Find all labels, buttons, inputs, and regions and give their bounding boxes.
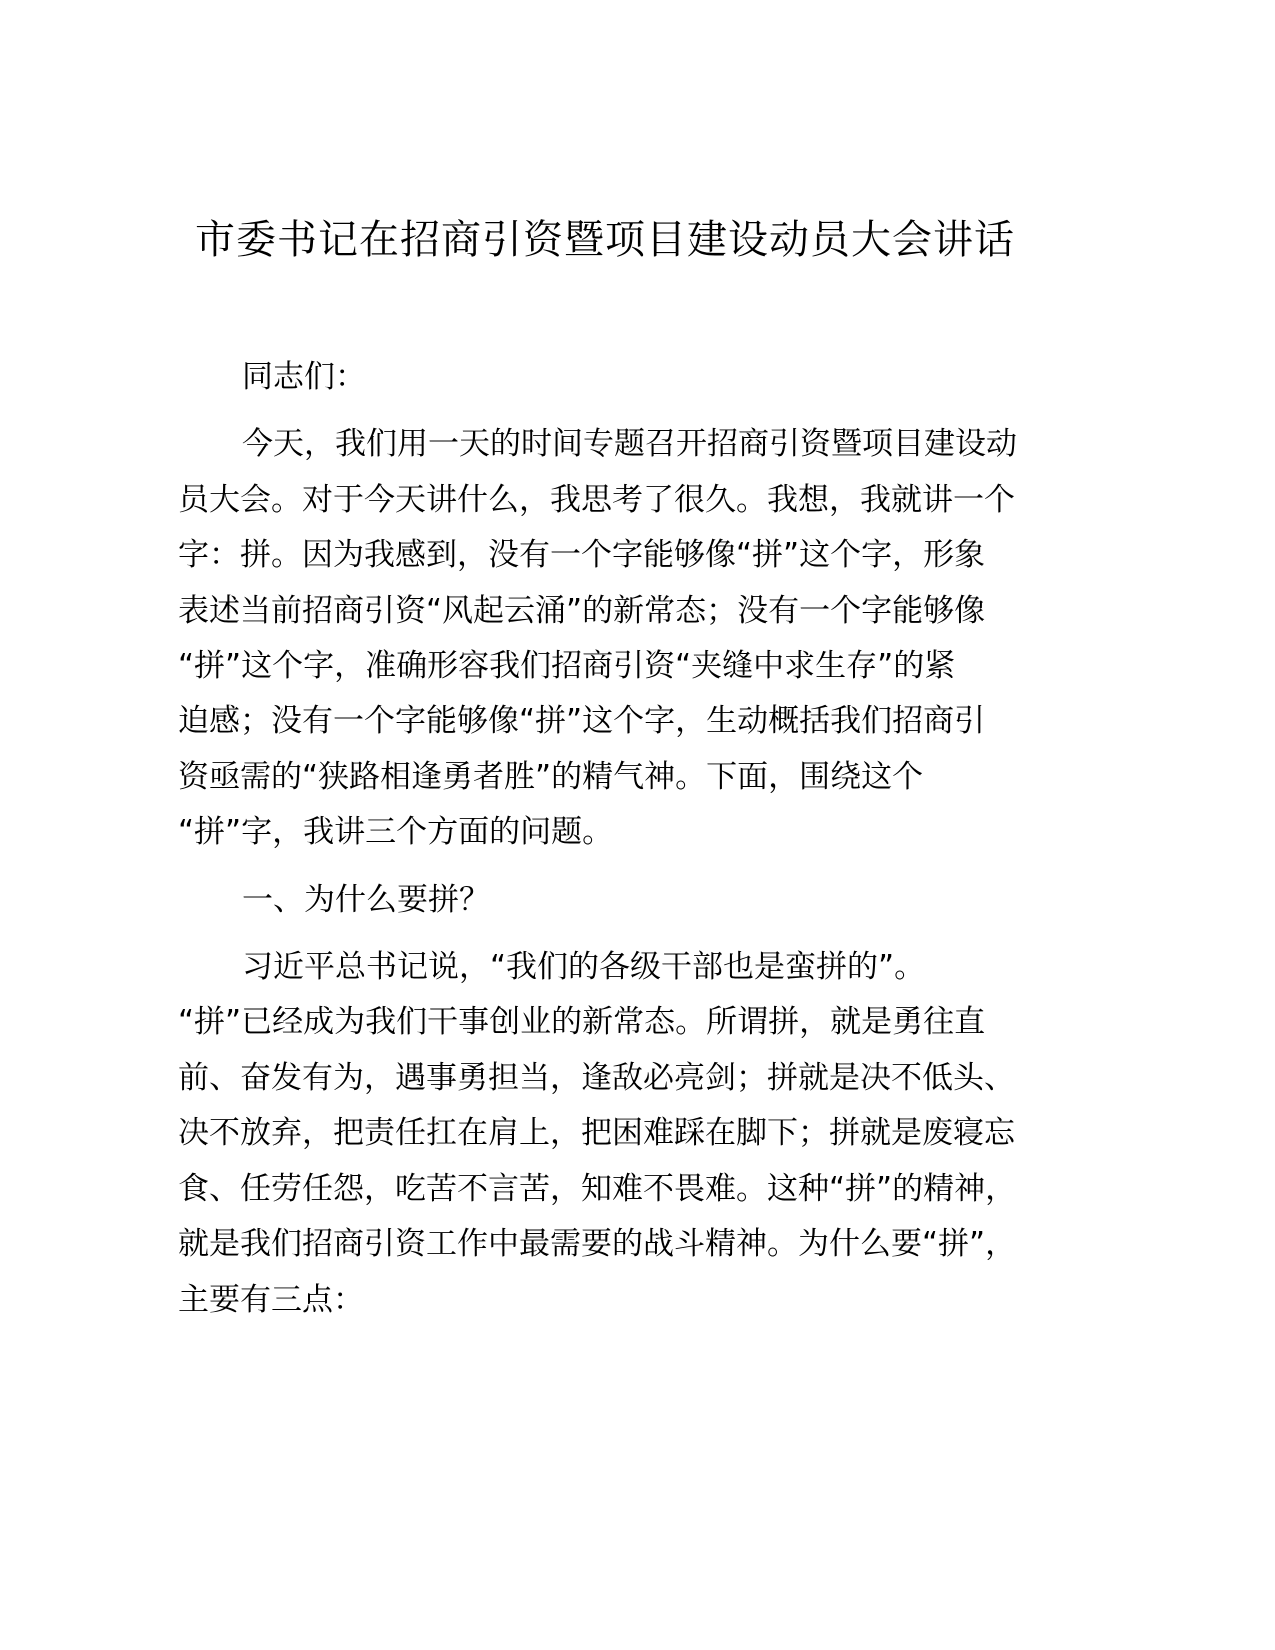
paragraph-line: 决不放弃，把责任扛在肩上，把困难踩在脚下；拼就是废寝忘 [178, 1115, 1015, 1152]
document-title: 市委书记在招商引资暨项目建设动员大会讲话 [195, 217, 1015, 263]
paragraph-line: 字：拼。因为我感到，没有一个字能够像“拼”这个字，形象 [178, 537, 986, 574]
section-heading: 一、为什么要拼？ [242, 881, 490, 918]
paragraph-line: 员大会。对于今天讲什么，我思考了很久。我想，我就讲一个 [178, 481, 1015, 518]
paragraph-line: 表述当前招商引资“风起云涌”的新常态；没有一个字能够像 [178, 592, 986, 629]
document-body [178, 350, 1060, 1340]
paragraph-line: “拼”这个字，准确形容我们招商引资“夹缝中求生存”的紧 [178, 648, 956, 685]
intro-paragraph [178, 417, 1060, 860]
paragraph-line: “拼”已经成为我们干事创业的新常态。所谓拼，就是勇往直 [178, 1004, 986, 1041]
paragraph-line: “拼”字，我讲三个方面的问题。 [178, 814, 614, 851]
paragraph-line: 迫感；没有一个字能够像“拼”这个字，生动概括我们招商引 [178, 703, 986, 740]
paragraph-line: 就是我们招商引资工作中最需要的战斗精神。为什么要“拼”， [178, 1226, 1017, 1263]
paragraph-line: 食、任劳任怨，吃苦不言苦，知难不畏难。这种“拼”的精神， [178, 1170, 1017, 1207]
paragraph-line: 主要有三点： [178, 1281, 364, 1318]
paragraph-line: 今天，我们用一天的时间专题召开招商引资暨项目建设动 [242, 426, 1017, 463]
section-paragraph [178, 940, 1060, 1328]
greeting: 同志们： [242, 359, 366, 395]
paragraph-line: 习近平总书记说，“我们的各级干部也是蛮拼的”。 [242, 949, 926, 986]
paragraph-line: 前、奋发有为，遇事勇担当，逢敌必亮剑；拼就是决不低头、 [178, 1059, 1015, 1096]
paragraph-line: 资亟需的“狭路相逢勇者胜”的精气神。下面，围绕这个 [178, 758, 924, 795]
